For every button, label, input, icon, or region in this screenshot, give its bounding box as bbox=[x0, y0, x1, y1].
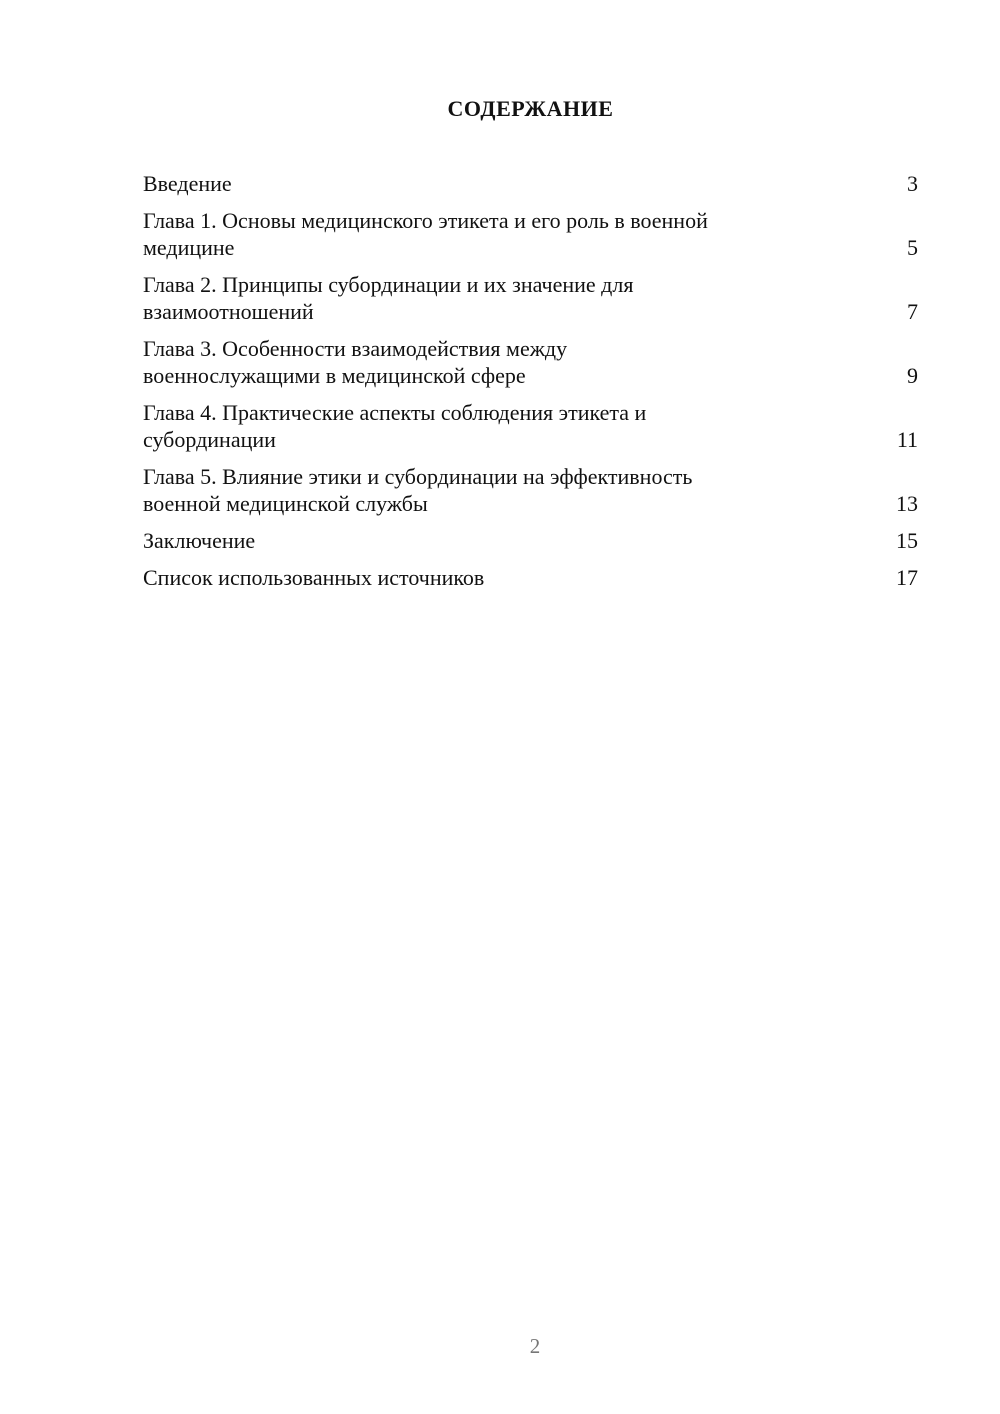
toc-item-page: 11 bbox=[896, 427, 918, 452]
toc-item-label: Глава 1. Основы медицинского этикета и его роль в военной медицине bbox=[143, 208, 708, 260]
toc-item-chapter-2 bbox=[143, 271, 918, 325]
toc-item-label: Список использованных источников bbox=[143, 565, 485, 590]
toc-item-references bbox=[143, 564, 918, 591]
toc-item-label: Введение bbox=[143, 171, 232, 196]
toc-item-chapter-3 bbox=[143, 335, 918, 389]
toc-item-label: Заключение bbox=[143, 528, 256, 553]
toc-item-label: Глава 3. Особенности взаимодействия между военнослужащими в медицинской сфере bbox=[143, 336, 568, 388]
toc-title: СОДЕРЖАНИЕ bbox=[447, 96, 614, 121]
toc-item-page: 17 bbox=[896, 565, 918, 590]
toc-item-label: Глава 4. Практические аспекты соблюдения этикета и субординации bbox=[143, 400, 647, 452]
toc-item-conclusion bbox=[143, 527, 918, 554]
toc-item-label: Глава 2. Принципы субординации и их значение для взаимоотношений bbox=[143, 272, 634, 324]
toc-item-chapter-5 bbox=[143, 463, 918, 517]
toc-item-page: 5 bbox=[907, 235, 918, 260]
toc-item-page: 3 bbox=[907, 171, 918, 196]
toc-item-page: 9 bbox=[907, 363, 918, 388]
toc-item-chapter-4 bbox=[143, 399, 918, 453]
toc-item-introduction bbox=[143, 170, 918, 197]
page-number: 2 bbox=[529, 1334, 541, 1358]
toc-item-page: 15 bbox=[896, 528, 918, 553]
toc-item-label: Глава 5. Влияние этики и субординации на эффективность военной медицинской службы bbox=[143, 464, 693, 516]
toc-item-page: 7 bbox=[907, 299, 918, 324]
toc-item-chapter-1 bbox=[143, 207, 918, 261]
table-of-contents bbox=[143, 170, 918, 601]
toc-item-page: 13 bbox=[896, 491, 918, 516]
